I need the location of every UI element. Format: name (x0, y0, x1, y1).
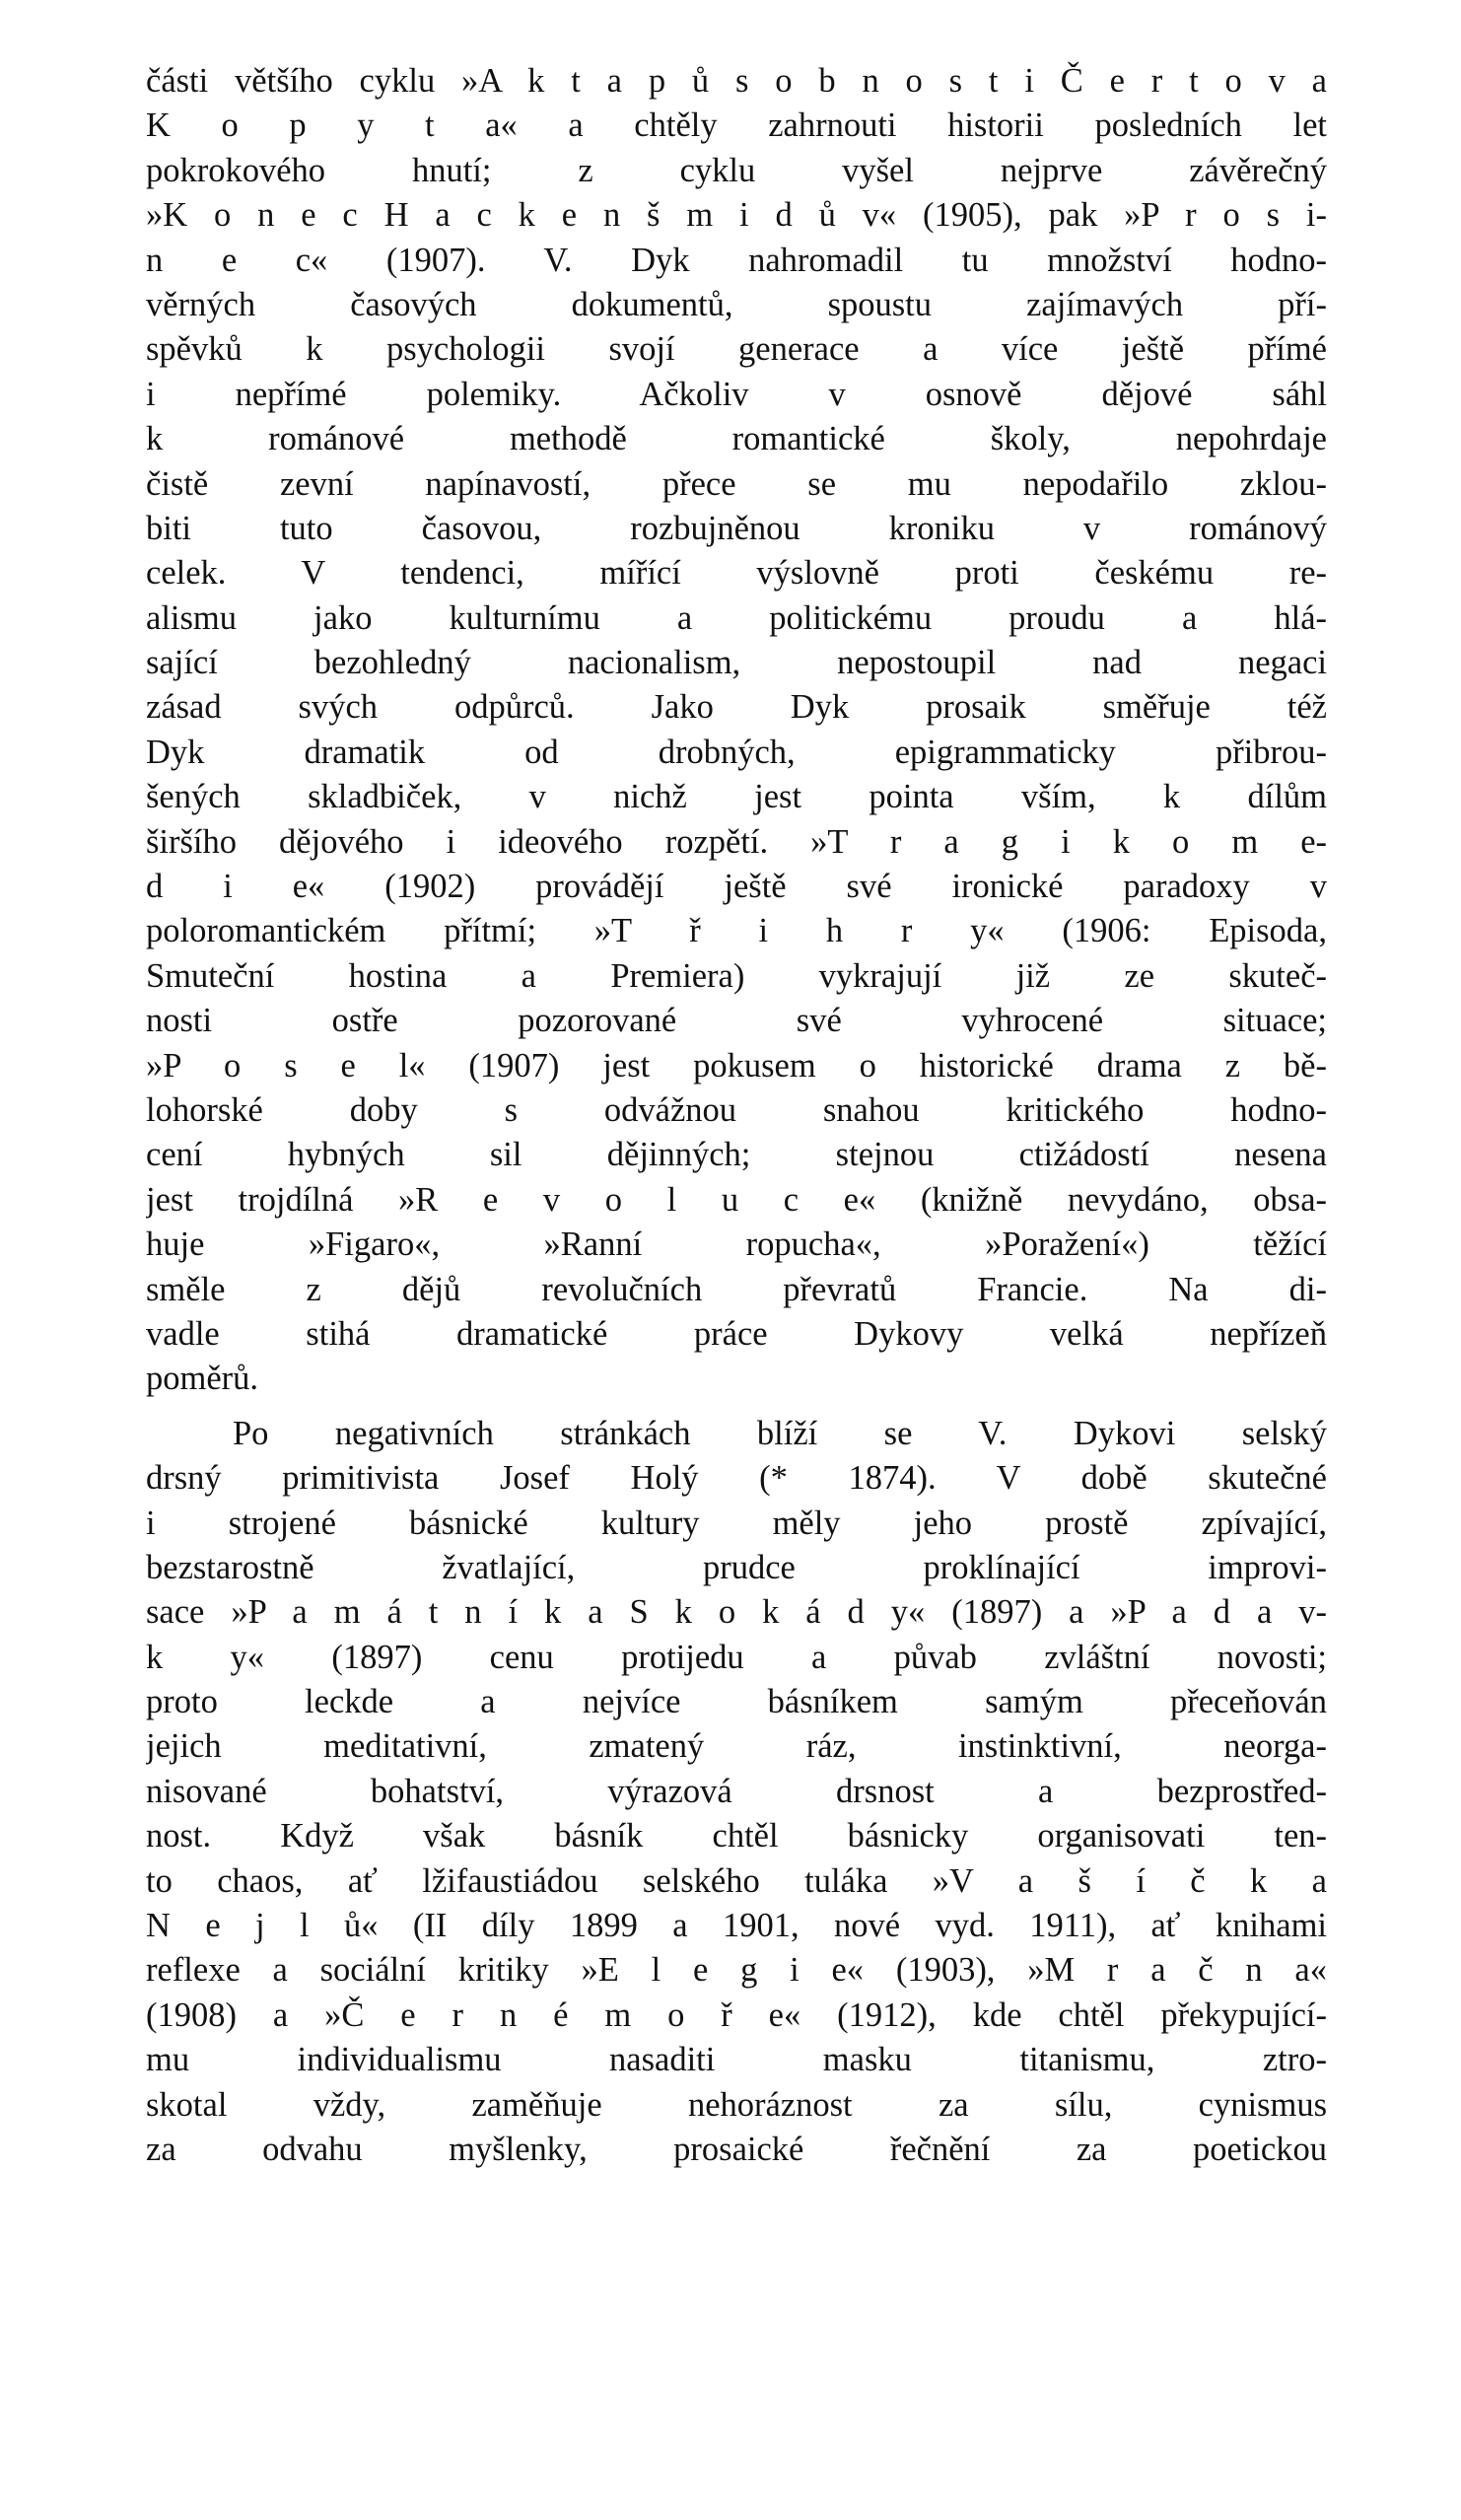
text-line: pokrokového hnutí; z cyklu vyšel nejprve závěrečný (146, 151, 1327, 189)
text-line: »K o n e c H a c k e n š m i d ů v« (1905), pak »P r o s i- (146, 196, 1327, 235)
text-line: n e c« (1907). V. Dyk nahromadil tu množství hodno- (146, 241, 1327, 279)
text-line: šených skladbiček, v nichž jest pointa vším, k dílům (146, 778, 1327, 816)
text-line: to chaos, ať lžifaustiádou selského tuláka »V a š í č k a (146, 1861, 1327, 1900)
text-line: celek. V tendenci, mířící výslovně proti českému re- (146, 554, 1327, 593)
text-line: sající bezohledný nacionalism, nepostoupil nad negaci (146, 644, 1327, 682)
text-line: nost. Když však básník chtěl básnicky organisovati ten- (146, 1817, 1327, 1855)
text-line: jest trojdílná »R e v o l u c e« (knižně nevydáno, obsa- (146, 1180, 1327, 1219)
text-line: čistě zevní napínavostí, přece se mu nepodařilo zklou- (146, 464, 1327, 503)
text-line: nisované bohatství, výrazová drsnost a bezprostřed- (146, 1772, 1327, 1810)
text-line: (1908) a »Č e r n é m o ř e« (1912), kde chtěl překypující- (146, 1995, 1327, 2034)
text-line: k y« (1897) cenu protijedu a půvab zvláštní novosti; (146, 1638, 1327, 1676)
text-line: poměrů. (146, 1360, 259, 1398)
paragraph-1 (146, 59, 1327, 1402)
text-line: Po negativních stránkách blíží se V. Dykovi selský (233, 1414, 1327, 1452)
text-line: jejich meditativní, zmatený ráz, instinktivní, neorga- (146, 1727, 1327, 1766)
text-line: »P o s e l« (1907) jest pokusem o historické drama z bě- (146, 1046, 1327, 1085)
text-line: reflexe a sociální kritiky »E l e g i e« (1903), »M r a č n a« (146, 1951, 1327, 1990)
text-line: směle z dějů revolučních převratů Francie. Na di- (146, 1270, 1327, 1308)
text-line: huje »Figaro«, »Ranní ropucha«, »Poražení«) těžící (146, 1225, 1327, 1264)
text-line: N e j l ů« (II díly 1899 a 1901, nové vyd. 1911), ať knihami (146, 1907, 1327, 1945)
text-line: poloromantickém přítmí; »T ř i h r y« (1906: Episoda, (146, 912, 1327, 950)
paragraph-2 (146, 1412, 1327, 2173)
text-line: i strojené básnické kultury měly jeho prostě zpívající, (146, 1504, 1327, 1542)
text-line: nosti ostře pozorované své vyhrocené situace; (146, 1002, 1327, 1040)
text-line: drsný primitivista Josef Holý (* 1874). V době skutečné (146, 1459, 1327, 1498)
paragraph-gap (146, 1402, 1327, 1412)
text-line: širšího dějového i ideového rozpětí. »T r a g i k o m e- (146, 822, 1327, 861)
text-line: K o p y t a« a chtěly zahrnouti historii posledních let (146, 106, 1327, 145)
text-line: zásad svých odpůrců. Jako Dyk prosaik směřuje též (146, 688, 1327, 727)
text-line: alismu jako kulturnímu a politickému proudu a hlá- (146, 598, 1327, 637)
text-line: části většího cyklu »A k t a p ů s o b n o s t i Č e r t o v a (146, 62, 1327, 100)
text-line: vadle stihá dramatické práce Dykovy velká nepřízeň (146, 1314, 1327, 1353)
text-line: Dyk dramatik od drobných, epigrammaticky přibrou- (146, 733, 1327, 771)
text-line: lohorské doby s odvážnou snahou kritického hodno- (146, 1090, 1327, 1129)
text-line: za odvahu myšlenky, prosaické řečnění za poetickou (146, 2130, 1327, 2168)
text-line: biti tuto časovou, rozbujněnou kroniku v románový (146, 509, 1327, 547)
text-line: sace »P a m á t n í k a S k o k á d y« (1897) a »P a d a v- (146, 1593, 1327, 1632)
text-line: spěvků k psychologii svojí generace a více ještě přímé (146, 330, 1327, 369)
text-line: d i e« (1902) provádějí ještě své ironické paradoxy v (146, 868, 1327, 906)
text-line: i nepřímé polemiky. Ačkoliv v osnově dějové sáhl (146, 375, 1327, 413)
text-line: mu individualismu nasaditi masku titanismu, ztro- (146, 2041, 1327, 2079)
text-line: bezstarostně žvatlající, prudce proklínající improvi- (146, 1548, 1327, 1586)
text-line: skotal vždy, zaměňuje nehoráznost za sílu, cynismus (146, 2085, 1327, 2124)
page-text (146, 59, 1327, 2172)
text-line: cení hybných sil dějinných; stejnou ctižádostí nesena (146, 1136, 1327, 1174)
text-line: k románové methodě romantické školy, nepohrdaje (146, 420, 1327, 458)
text-line: proto leckde a nejvíce básníkem samým přeceňován (146, 1683, 1327, 1721)
text-line: Smuteční hostina a Premiera) vykrajují již ze skuteč- (146, 956, 1327, 995)
text-line: věrných časových dokumentů, spoustu zajímavých pří- (146, 285, 1327, 323)
